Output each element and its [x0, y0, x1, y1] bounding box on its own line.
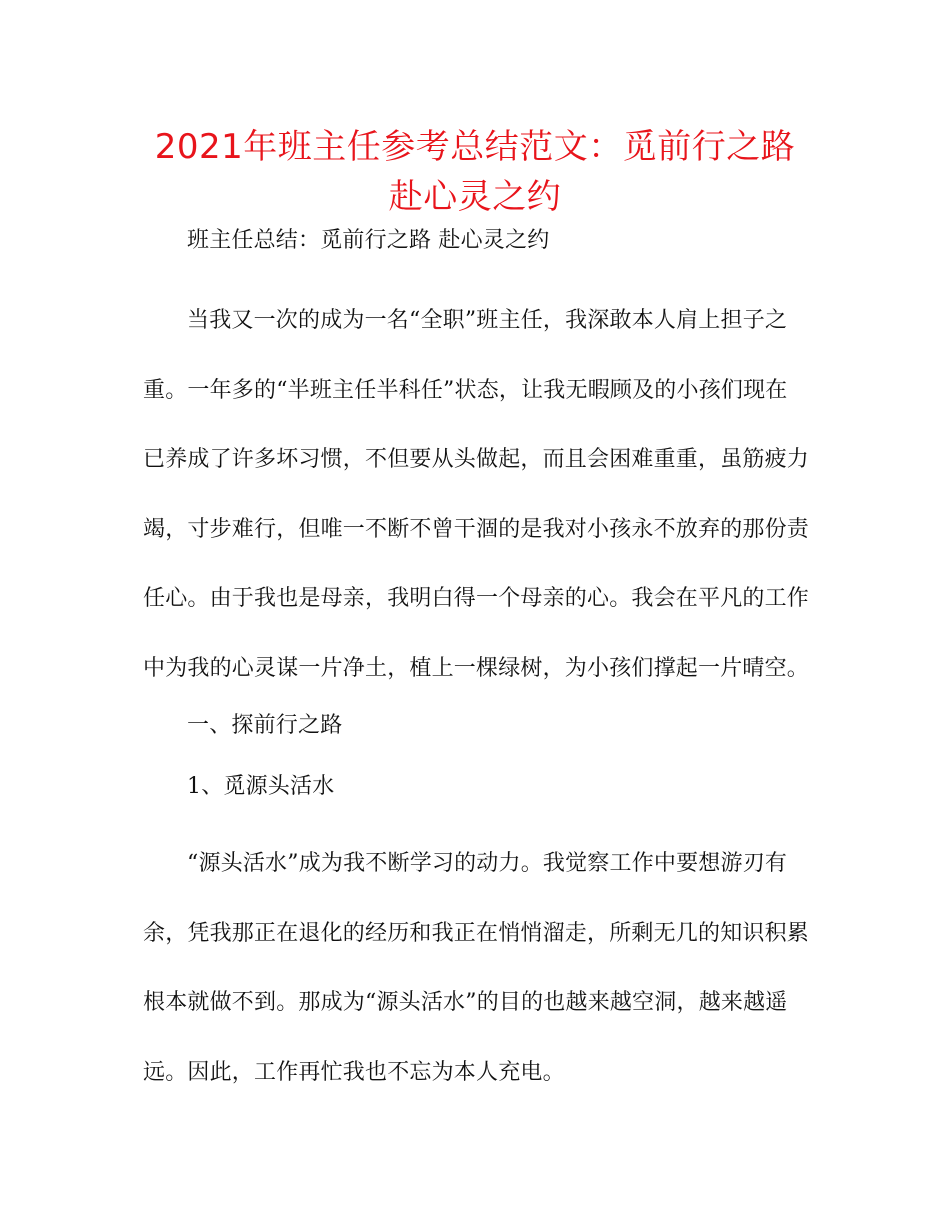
paragraph-line: 竭，寸步难行，但唯一不断不曾干涸的是我对小孩永不放弃的那份责	[143, 516, 810, 542]
paragraph-line: 根本就做不到。那成为“源头活水”的目的也越来越空洞，越来越遥	[143, 990, 788, 1015]
paragraph-line: 中为我的心灵谋一片净土，植上一棵绿树，为小孩们撑起一片晴空。	[143, 655, 810, 681]
paragraph-line: 任心。由于我也是母亲，我明白得一个母亲的心。我会在平凡的工作	[143, 586, 810, 611]
paragraph-line: 余，凭我那正在退化的经历和我正在悄悄溜走，所剩无几的知识积累	[143, 920, 810, 946]
body-paragraph	[143, 829, 808, 1107]
section-heading: 一、探前行之路	[187, 713, 343, 738]
paragraph-line: 远。因此，工作再忙我也不忘为本人充电。	[143, 1059, 565, 1085]
paragraph-line: 已养成了许多坏习惯，不但要从头做起，而且会困难重重，虽筋疲力	[143, 447, 810, 472]
intro-paragraph	[143, 286, 808, 703]
paragraph-line: 重。一年多的“半班主任半科任”状态，让我无暇顾及的小孩们现在	[143, 377, 788, 403]
paragraph-line: “源头活水”成为我不断学习的动力。我觉察工作中要想游刃有	[187, 851, 788, 876]
document-title: 2021年班主任参考总结范文：觅前行之路赴心灵之约	[154, 127, 796, 217]
subsection-heading: 1、觅源头活水	[187, 774, 335, 799]
paragraph-line: 当我又一次的成为一名“全职”班主任，我深敢本人肩上担子之	[187, 308, 788, 333]
document-subtitle: 班主任总结：觅前行之路 赴心灵之约	[187, 228, 550, 253]
